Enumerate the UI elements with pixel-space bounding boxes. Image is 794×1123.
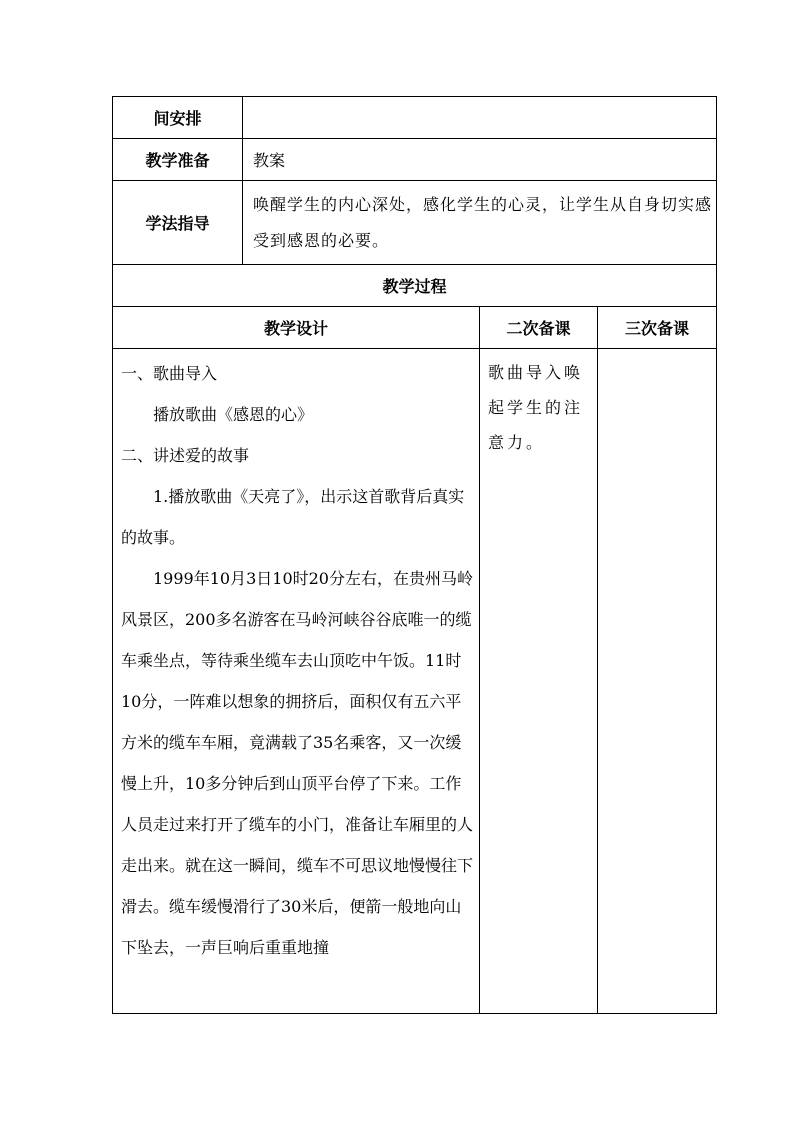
second-note-cell: 歌曲导入唤起学生的注意力。 xyxy=(480,349,598,1014)
section-2-paragraph-2: 1999年10月3日10时20分左右，在贵州马岭风景区，200多名游客在马岭河峡谷谷底唯一的缆车乘坐点，等待乘坐缆车去山顶吃中午饭。11时10分，一阵难以想象的拥挤后，面积仅有五六平方米的缆车车厢，竟满载了35名乘客，又一次缓慢上升，10多分钟后到山顶平台停了下来。工作人员走过来打开了缆车的小门，准备让车厢里的人走出来。就在这一瞬间，缆车不可思议地慢慢往下滑去。缆车缓慢滑行了30米后，便箭一般地向山下坠去，一声巨响后重重地撞 xyxy=(121,569,474,957)
method-label: 学法指导 xyxy=(113,181,243,265)
section-1-heading: 一、歌曲导入 xyxy=(121,364,218,383)
method-row xyxy=(113,181,717,265)
time-row xyxy=(113,97,717,139)
prep-label: 教学准备 xyxy=(113,139,243,181)
second-header: 二次备课 xyxy=(480,307,598,349)
section-1-paragraph: 播放歌曲《感恩的心》 xyxy=(153,405,314,424)
process-row xyxy=(113,265,717,307)
design-header: 教学设计 xyxy=(113,307,480,349)
time-label: 间安排 xyxy=(113,97,243,139)
column-header-row xyxy=(113,307,717,349)
lesson-plan-table xyxy=(112,96,717,1014)
method-value: 唤醒学生的内心深处，感化学生的心灵，让学生从自身切实感受到感恩的必要。 xyxy=(243,181,717,265)
time-value xyxy=(243,97,717,139)
section-2-paragraph-1: 1.播放歌曲《天亮了》，出示这首歌背后真实的故事。 xyxy=(121,487,465,547)
prep-row xyxy=(113,139,717,181)
section-2-heading: 二、讲述爱的故事 xyxy=(121,446,250,465)
design-cell xyxy=(113,349,480,1014)
process-title: 教学过程 xyxy=(113,265,717,307)
third-header: 三次备课 xyxy=(598,307,717,349)
third-note-cell xyxy=(598,349,717,1014)
content-row xyxy=(113,349,717,1014)
prep-value: 教案 xyxy=(243,139,717,181)
